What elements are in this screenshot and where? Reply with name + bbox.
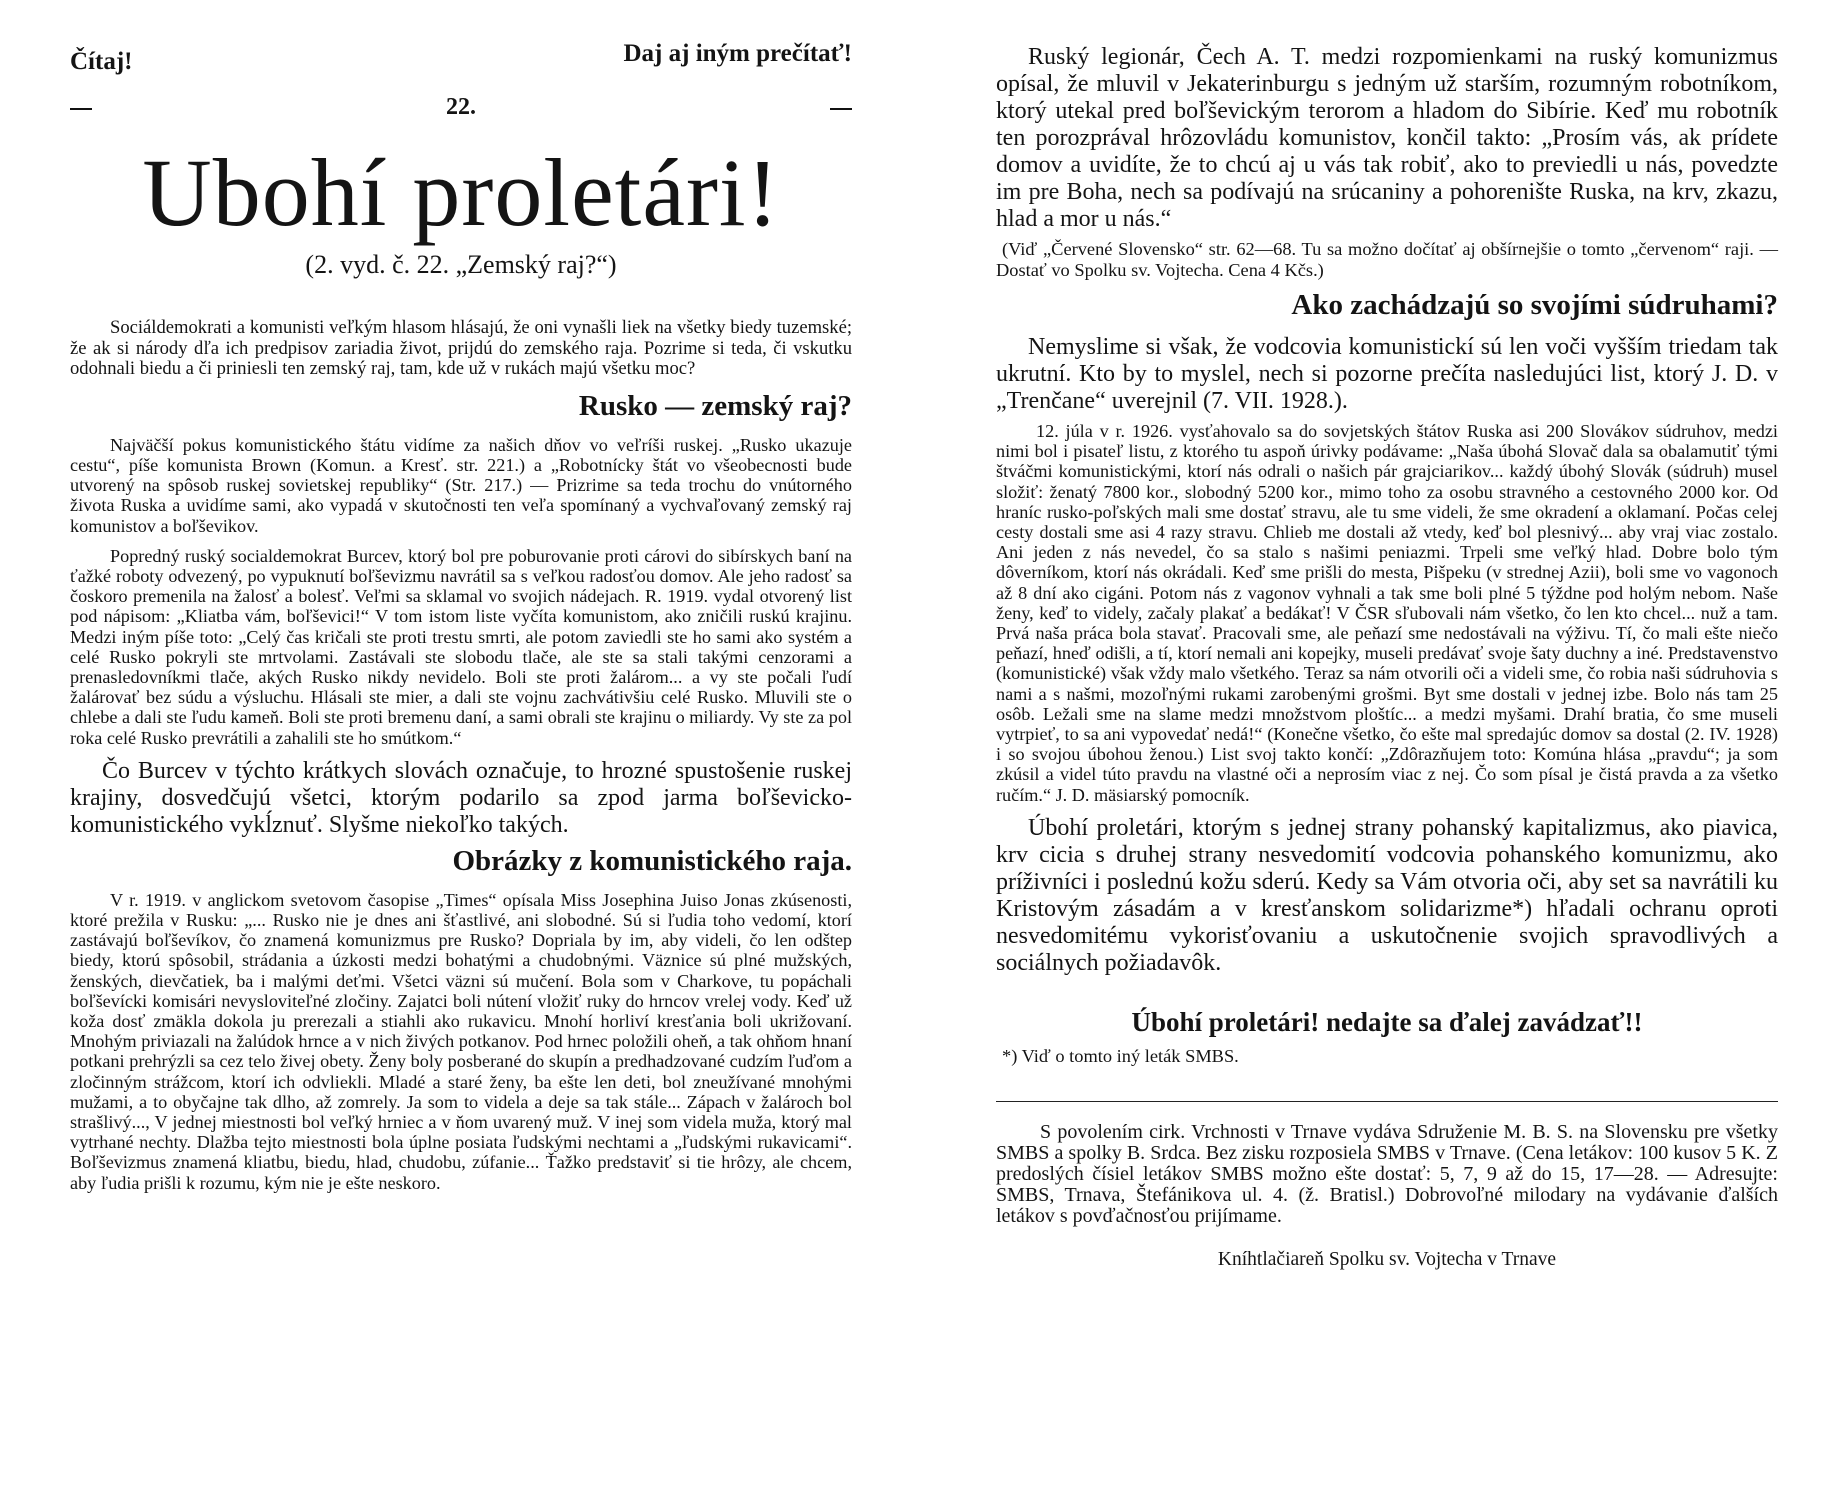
right-page: [916, 0, 1832, 1500]
paragraph-appeal: Úbohí proletári, ktorým s jednej strany pohanský kapitalizmus, ako piavica, krv cicia s druhej strany nesvedomití vodcovia pohanského komunizmu, ako príživníci i poslednú kožu sderú. Kedy sa Vám otvoria oči, aby set sa navrátili ku Kristovým zásadám a v kresťanskom solidarizme*) hľadali ochranu oproti nesvedomitému vykorisťovaniu a uskutočnenie svojich spravodlivých a sociálnych požiadavôk.: [996, 814, 1778, 976]
issue-number: 22.: [446, 94, 476, 120]
printer-credit: Kníhtlačiareň Spolku sv. Vojtecha v Trnave: [1217, 1248, 1557, 1270]
section-heading-pictures: Obrázky z komunistického raja.: [452, 844, 852, 877]
left-column: [70, 40, 852, 1203]
paragraph-state: Najväčší pokus komunistického štátu vidíme za našich dňov vo veľríši ruskej. „Rusko ukazuje cestu“, píše komunista Brown (Komun. a Kresť. str. 221.) a „Robotnícky štát vo všeobecnosti bude utvorený na spôsob ruskej sovietskej republiky“ (Str. 217.) — Prizrime sa teda trochu do vnútorného života Ruska a uvidíme sami, ako vypadá v skutočnosti ten veľa spomínaný a vychvaľovaný zemský raj komunistov a boľševikov.: [70, 434, 852, 536]
subtitle: (2. vyd. č. 22. „Zemský raj?“): [305, 249, 617, 279]
paragraph-legionnaire: Ruský legionár, Čech A. T. medzi rozpomienkami na ruský komunizmus opísal, že mluvil v Jekaterinburgu s jedným už starším, rozumným robotníkom, ktorý utekal pred boľševickým terorom a hladom do Sibírie. Keď mu robotník ten porozprával hrôzovládu komunistov, končil takto: „Prosím vás, ak prídete domov a uvidíte, že to chcú aj u vás tak robiť, ako to previedli u nás, povedzte im pre Boha, nech sa podívajú na srúcaniny a pohorenište Ruska, na krv, zkazu, hlad a mor u nás.“: [996, 44, 1778, 232]
page-title: Ubohí proletári!: [142, 139, 780, 246]
header-row: [70, 40, 852, 86]
imprint: S povolením cirk. Vrchnosti v Trnave vydáva Sdruženie M. B. S. na Slovensku pre všetky SMBS a spolky B. Srdca. Bez zisku rozposiela SMBS v Trnave. (Cena letákov: 100 kusov 5 K. Z predoslých čísiel letákov SMBS možno ešte dostať: 5, 7, 9 až do 15, 17—28. — Adresujte: SMBS, Trnava, Štefánikova ul. 4. (ž. Bratisl.) Dobrovoľné milodary na vydávanie ďalších letákov s povďačnosťou prijímame.: [996, 1120, 1778, 1227]
divider: [996, 1101, 1778, 1102]
right-column: [996, 44, 1778, 1271]
paragraph-testimony: Čo Burcev v týchto krátkych slovách označuje, to hrozné spustošenie ruskej krajiny, dosvedčujú všetci, ktorým podarilo sa zpod jarma boľševicko-komunistického vykĺznuť. Slyšme niekoľko takých.: [70, 757, 852, 838]
issue-number-row: [70, 86, 852, 140]
paragraph-burcev: Popredný ruský socialdemokrat Burcev, ktorý bol pre poburovanie proti cárovi do sibírskych baní na ťažké roboty odvezený, po vypuknutí boľševizmu navrátil sa s veľkou radosťou domov. Ale jeho radosť sa čoskoro premenila na žalosť a bolesť. Veľmi sa sklamal vo svojich nádejach. R. 1919. vydal otvorený list pod nápisom: „Kliatba vám, boľševici!“ V tom istom liste vyčíta komunistom, ako zničili ruskú krajinu. Medzi iným píše toto: „Celý čas kričali ste proti trestu smrti, ale potom zaviedli ste ho sami ako systém a celé Rusko pokryli ste mrtvolami. Zastávali ste slobodu tlače, ale ste sa stali takými cenzorami a prenasledovníkmi tlače, akých Rusko nikdy nevidelo. Boli ste proti žalárom... a vy ste počali ľudí žalárovať bez súdu a výsluchu. Hlásali ste mier, a dali ste vojnu zachvátivšiu celé Rusko. Mluvili ste o chlebe a dali ste ľudu kameň. Boli ste proti bremenu daní, a sami obrali ste krajinu o miliardy. Vy ste za pol roka celé Rusko prevrátili a zahalili ste ho smútkom.“: [70, 545, 852, 748]
paragraph-letter: 12. júla v r. 1926. vysťahovalo sa do sovjetských štátov Ruska asi 200 Slovákov súdruhov, medzi nimi bol i pisateľ listu, z ktorého tu aspoň úrivky podávame: „Naša úbohá Slovač dala sa obalamutiť tými štváčmi komunistickými, ktorí nás odrali o našich pár grajciarikov... každý úbohý Slovák (súdruh) musel složiť: ženatý 7800 kor., slobodný 5200 kor., mimo toho za osobu stravného a cestovného 2000 kor. Od hraníc rusko-poľských mali sme dostať stravu, ale tu sme videli, že sme okradení a oklamaní. Počas celej cesty dostali sme asi 4 razy stravu. Chlieb me dostali až vtedy, keď bol plesnivý... aby vraj viac zostalo. Ani jeden z nás nevedel, čo sa stalo s našimi peniazmi. Trpeli sme veľký hlad. Dobre bolo tým dôverníkom, ktorí nás okrádali. Keď sme prišli do mesta, Pišpeku (v strednej Azii), boli sme vo vagonoch až 8 dní ako cigáni. Potom nás z vagonov vyhnali a tak sme boli plné 5 týždne pod holým nebom. Naše ženy, keď to videly, začaly plakať a bedákať! V ČSR sľubovali nám všetko, čo len kto chcel... nuž a tam. Prvá naša práca bola stavať. Pracovali sme, ale peňazí sme nedostávali na výživu. Tí, čo mali ešte niečo peňazí, hneď odišli, a tí, ktorí nemali ani kopejky, museli predávať svoje šaty duchny a iné. Predstavenstvo (komunistické) však vždy malo všetkého. Teraz sa nám otvorili oči a videli sme, čo robia naši súdruhovia s nami a s našmi, mozoľnými rukami zarobenými grošmi. Byt sme dostali v jednej izbe. Bolo nás tam 25 osôb. Ležali sme na slame medzi množstvom ploštíc... a medzi myšami. Drahí bratia, čo sme museli vytrpieť, to sa ani vypovedať nedá!“ (Konečne všetko, čo ešte mal spredajúc domov sa dostal (2. IV. 1928) i so svojou úbohou ženou.) List svoj takto končí: „Zdôrazňujem toto: Komúna hlása „pravdu“; ja som zkúsil a videl túto pravdu na vlastné oči a neprosím viac z nej. Čo som písal je čistá pravda a za všetko ručím.“ J. D. mäsiarský pomocník.: [996, 421, 1778, 805]
section-heading-comrades: Ako zachádzajú so svojími súdruhami?: [1291, 289, 1778, 321]
closing-slogan: Úbohí proletári! nedajte sa ďalej zavádzať!!: [1131, 1006, 1643, 1037]
paragraph-times: V r. 1919. v anglickom svetovom časopise „Times“ opísala Miss Josephina Juiso Jonas zkúsenosti, ktoré prežila v Rusku: „... Rusko nie je dnes ani šťastlivé, ani slobodné. Sú si ľudia toho vedomí, ktorí zastávajú boľševíkov, čo znamená komunizmus pre Rusko? Dopriala by im, aby videli, čo len odštep biedy, ktorú spôsobil, strádania a úzkosti medzi bohatými a chudobnými. Väznice sú plné mužských, ženských, dievčatiek, ba i malými deťmi. Všetci väzni sú mučení. Bola som v Charkove, tu popáchali boľševícki komisári nevysloviteľné zločiny. Zajatci boli nútení vložiť ruky do hrncov vrelej vody. Keď už koža dosť zmäkla dokola ju prerezali a stiahli ako rukavicu. Mnohí horliví kresťania boli ukrižovaní. Mnohým priviazali na žalúdok hrnce a v nich živých potkanov. Pod hrnec položili oheň, a tak ohňom hnaní potkani prehrýzli sa cez telo živej obety. Ženy boly posberané do skupín a predhadzované cudzím ľuďom a zločinným strážcom, ktorí ich odvliekli. Mladé a staré ženy, ba ešte len deti, bol zneužívané mnohými mužami, a to obyčajne tak dlho, až zomrely. Ja som to videla a deje sa tak stále... Zápach v žalároch bol strašlivý..., V jednej miestnosti bol veľký hrniec a v ňom uvarený muž. V inej som videla muža, ktorý mal vytrhané nechty. Dlažba tejto miestnosti bola úplne posiata ľudskými nechtami a „ľudskými rukavicami“. Boľševizmus znamená kliatbu, biedu, hlad, chudobu, zúfanie... Ťažko predstaviť si tie hrôzy, ale chcem, aby ľudia prišli k rozumu, kým nie je ešte neskoro.: [70, 889, 852, 1193]
reference-note: (Viď „Červené Slovensko“ str. 62—68. Tu sa možno dočítať aj obšírnejšie o tomto „červenom“ raji. — Dostať vo Spolku sv. Vojtecha. Cena 4 Kčs.): [996, 239, 1778, 280]
dash-right: [830, 108, 852, 110]
intro-paragraph: Sociáldemokrati a komunisti veľkým hlasom hlásajú, že oni vynašli liek na všetky biedy tuzemské; že ak si národy dľa ich predpisov zariadia život, prijdú do zemského raja. Pozrime si teda, či vskutku odohnali biedu a či priniesli ten zemský raj, tam, kde už v rukách majú všetku moc?: [70, 316, 852, 380]
header-read: Čítaj!: [70, 48, 133, 75]
section-heading-russia: Rusko — zemský raj?: [578, 389, 852, 422]
footnote: *) Viď o tomto iný leták SMBS.: [1002, 1045, 1239, 1066]
header-share: Daj aj iným prečítať!: [623, 40, 852, 67]
paragraph-intro-letter: Nemyslime si však, že vodcovia komunistickí sú len voči vyšším triedam tak ukrutní. Kto by to myslel, nech si pozorne prečíta nasledujúci list, ktorý J. D. v „Trenčane“ uverejnil (7. VII. 1928.).: [996, 334, 1778, 414]
